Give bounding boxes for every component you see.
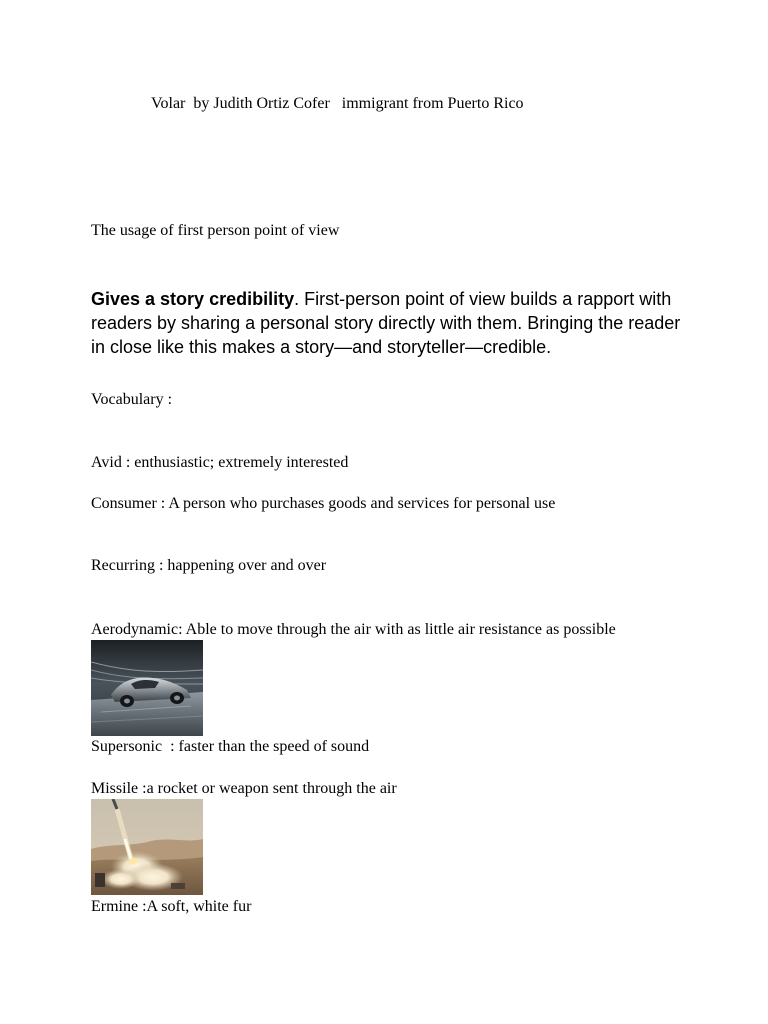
missile-launch-image xyxy=(91,799,203,895)
pov-paragraph xyxy=(91,287,681,359)
vocab-item-consumer: Consumer : A person who purchases goods and services for personal use xyxy=(91,495,556,512)
vocab-item-avid: Avid : enthusiastic; extremely interested xyxy=(91,454,349,471)
vocab-item-supersonic: Supersonic : faster than the speed of sound xyxy=(91,738,370,755)
pov-paragraph-body: . First-person point of view builds a rapport with readers by sharing a personal story directly with them. Bringing the reader in close like this makes a story—and storyteller—credible. xyxy=(91,289,681,357)
vocab-item-missile: Missile :a rocket or weapon sent through the air xyxy=(91,780,397,797)
title-line: Volar by Judith Ortiz Cofer immigrant from Puerto Rico xyxy=(151,95,524,112)
vocabulary-heading: Vocabulary : xyxy=(91,391,173,408)
vocab-item-recurring: Recurring : happening over and over xyxy=(91,557,327,574)
vocab-item-aerodynamic: Aerodynamic: Able to move through the air with as little air resistance as possible xyxy=(91,621,616,638)
pov-paragraph-bold-lead: Gives a story credibility xyxy=(91,289,295,309)
vocab-item-ermine: Ermine :A soft, white fur xyxy=(91,898,252,915)
aerodynamic-car-image xyxy=(91,640,203,736)
pov-heading: The usage of first person point of view xyxy=(91,222,340,239)
